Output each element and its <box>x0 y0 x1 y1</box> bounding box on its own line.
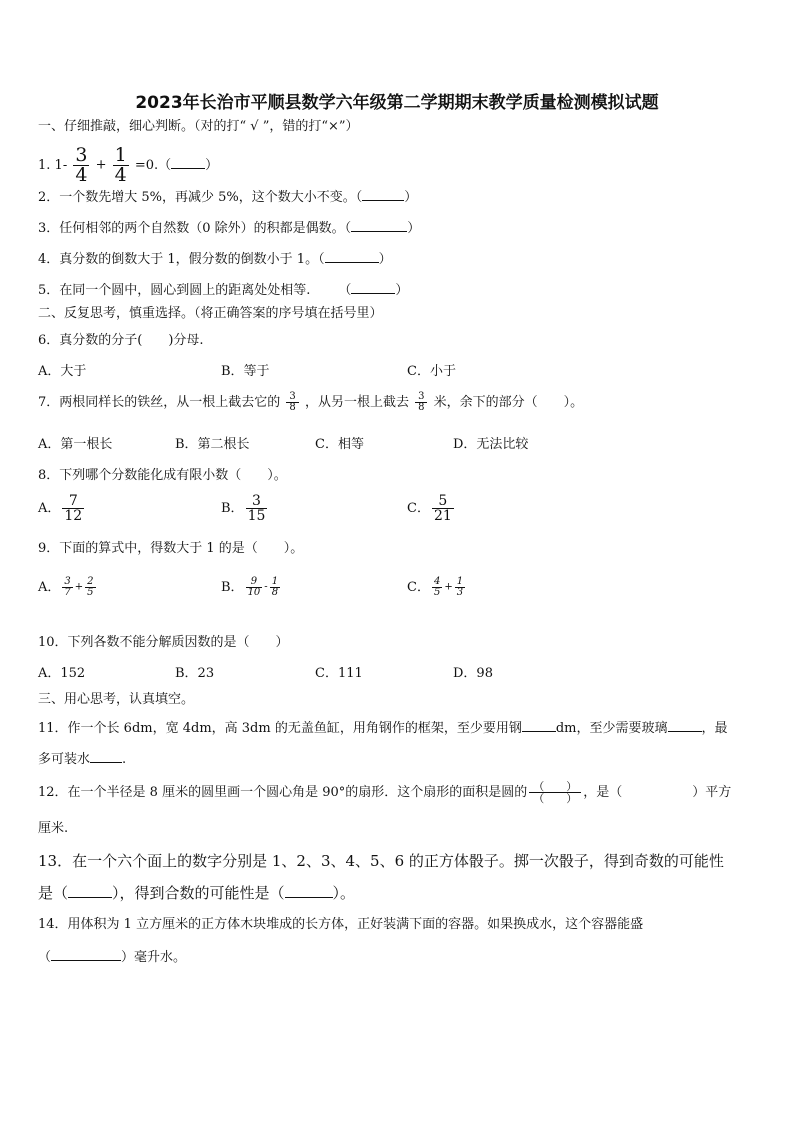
q10-option-c[interactable]: C．111 <box>315 666 363 681</box>
question-9: 9．下面的算式中，得数大于 1 的是（ ）。 <box>38 541 304 556</box>
question-3: 3．任何相邻的两个自然数（0 除外）的积都是偶数。（ ） <box>38 218 420 238</box>
q10-option-d[interactable]: D．98 <box>453 666 493 681</box>
q5-answer-blank[interactable] <box>351 280 395 294</box>
q13-odd-blank[interactable] <box>68 884 112 898</box>
q8-option-c[interactable]: C． $\frac{5}{21}$ <box>407 493 452 524</box>
q7-option-d[interactable]: D．无法比较 <box>453 437 529 452</box>
q9-b-fraction-1: $\frac{9}{10}$ <box>247 576 261 598</box>
q9-a-fraction-1: $\frac{3}{7}$ <box>64 576 71 598</box>
q8-b-fraction: $\frac{3}{15}$ <box>247 493 266 524</box>
q11-water-blank[interactable] <box>90 749 122 763</box>
section-2-heading: 二、反复思考，慎重选择。（将正确答案的序号填在括号里） <box>38 306 383 321</box>
q12-fraction-blank[interactable]: $\frac{( )}{( )}$ <box>529 781 581 804</box>
q10-option-b[interactable]: B．23 <box>175 666 215 681</box>
q1-answer-blank[interactable] <box>171 155 205 169</box>
question-14-line-2: （ ）毫升水。 <box>38 947 186 967</box>
q8-option-a[interactable]: A． $\frac{7}{12}$ <box>38 493 83 524</box>
q8-a-fraction: $\frac{7}{12}$ <box>64 493 83 524</box>
q13-composite-blank[interactable] <box>285 884 333 898</box>
q1-post: =0.（ <box>134 158 172 173</box>
q9-c-fraction-1: $\frac{4}{5}$ <box>433 576 441 598</box>
q4-answer-blank[interactable] <box>325 249 379 263</box>
q1-fraction-1: $\frac{3}{4}$ <box>75 144 88 186</box>
question-11-line-2: 多可装水 . <box>38 749 126 769</box>
q14-volume-blank[interactable] <box>51 947 121 961</box>
q6-option-a[interactable]: A．大于 <box>38 364 87 379</box>
q1-fraction-2: $\frac{1}{4}$ <box>114 144 127 186</box>
q8-c-fraction: $\frac{5}{21}$ <box>433 493 452 524</box>
question-7: 7．两根同样长的铁丝，从一根上截去它的 $\frac{3}{8}$ ，从另一根上截去 $\frac{3}{8}$ 米，余下的部分（ ）。 <box>38 391 584 413</box>
q9-option-a[interactable]: A． $\frac{3}{7}$ + $\frac{2}{5}$ <box>38 576 94 598</box>
q7-option-c[interactable]: C．相等 <box>315 437 364 452</box>
q2-answer-blank[interactable] <box>362 187 404 201</box>
question-4: 4．真分数的倒数大于 1，假分数的倒数小于 1。（ ） <box>38 249 392 269</box>
page-title: 2023年长治市平顺县数学六年级第二学期期末教学质量检测模拟试题 <box>135 93 659 113</box>
q8-option-b[interactable]: B． $\frac{3}{15}$ <box>221 493 266 524</box>
q10-option-a[interactable]: A．152 <box>38 666 86 681</box>
question-10: 10．下列各数不能分解质因数的是（ ） <box>38 635 289 650</box>
q9-c-fraction-2: $\frac{1}{3}$ <box>456 576 464 598</box>
q7-fraction-2: $\frac{3}{8}$ <box>415 392 427 413</box>
question-8: 8．下列哪个分数能化成有限小数（ ）。 <box>38 468 287 483</box>
question-11-line-1: 11．作一个长 6dm，宽 4dm，高 3dm 的无盖鱼缸，用角钢作的框架，至少要用钢 dm，至少需要玻璃 ，最 <box>38 718 728 738</box>
question-1: 1. 1- $\frac{3}{4}$ + $\frac{1}{4}$ =0.（ ） <box>38 144 219 186</box>
q9-option-c[interactable]: C． $\frac{4}{5}$ + $\frac{1}{3}$ <box>407 576 464 598</box>
q7-option-a[interactable]: A．第一根长 <box>38 437 113 452</box>
q1-number: 1. <box>38 158 51 173</box>
question-13-line-2: 是（ ），得到合数的可能性是（ ）。 <box>38 884 356 902</box>
q6-option-b[interactable]: B．等于 <box>221 364 270 379</box>
q1-pre: 1- <box>54 158 68 173</box>
q11-glass-blank[interactable] <box>668 718 702 732</box>
q7-fraction-1: $\frac{3}{8}$ <box>286 392 298 413</box>
q9-b-fraction-2: $\frac{1}{8}$ <box>271 576 279 598</box>
q11-steel-blank[interactable] <box>522 718 556 732</box>
question-14-line-1: 14．用体积为 1 立方厘米的正方体木块堆成的长方体，正好装满下面的容器。如果换成水，这个容器能盛 <box>38 917 644 932</box>
section-1-heading: 一、仔细推敲，细心判断。（对的打“ √ ”，错的打“×”） <box>38 119 359 134</box>
question-12-line-1: 12．在一个半径是 8 厘米的圆里画一个圆心角是 90°的扇形．这个扇形的面积是圆的 $\frac{( )}{( )}$ ，是（ ）平方 <box>38 780 732 805</box>
q3-answer-blank[interactable] <box>351 218 407 232</box>
section-3-heading: 三、用心思考，认真填空。 <box>38 692 195 707</box>
question-6: 6．真分数的分子( )分母. <box>38 333 204 348</box>
question-5: 5．在同一个圆中，圆心到圆上的距离处处相等. （ ） <box>38 280 408 300</box>
question-2: 2．一个数先增大 5%，再减少 5%，这个数大小不变。（ ） <box>38 187 417 207</box>
question-13-line-1: 13．在一个六个面上的数字分别是 1、2、3、4、5、6 的正方体骰子。掷一次骰子，得到奇数的可能性 <box>38 852 724 870</box>
q7-option-b[interactable]: B．第二根长 <box>175 437 250 452</box>
q9-option-b[interactable]: B． $\frac{9}{10}$ - $\frac{1}{8}$ <box>221 576 279 598</box>
question-12-line-2: 厘米. <box>38 821 69 836</box>
q6-option-c[interactable]: C．小于 <box>407 364 456 379</box>
q9-a-fraction-2: $\frac{2}{5}$ <box>87 576 94 598</box>
